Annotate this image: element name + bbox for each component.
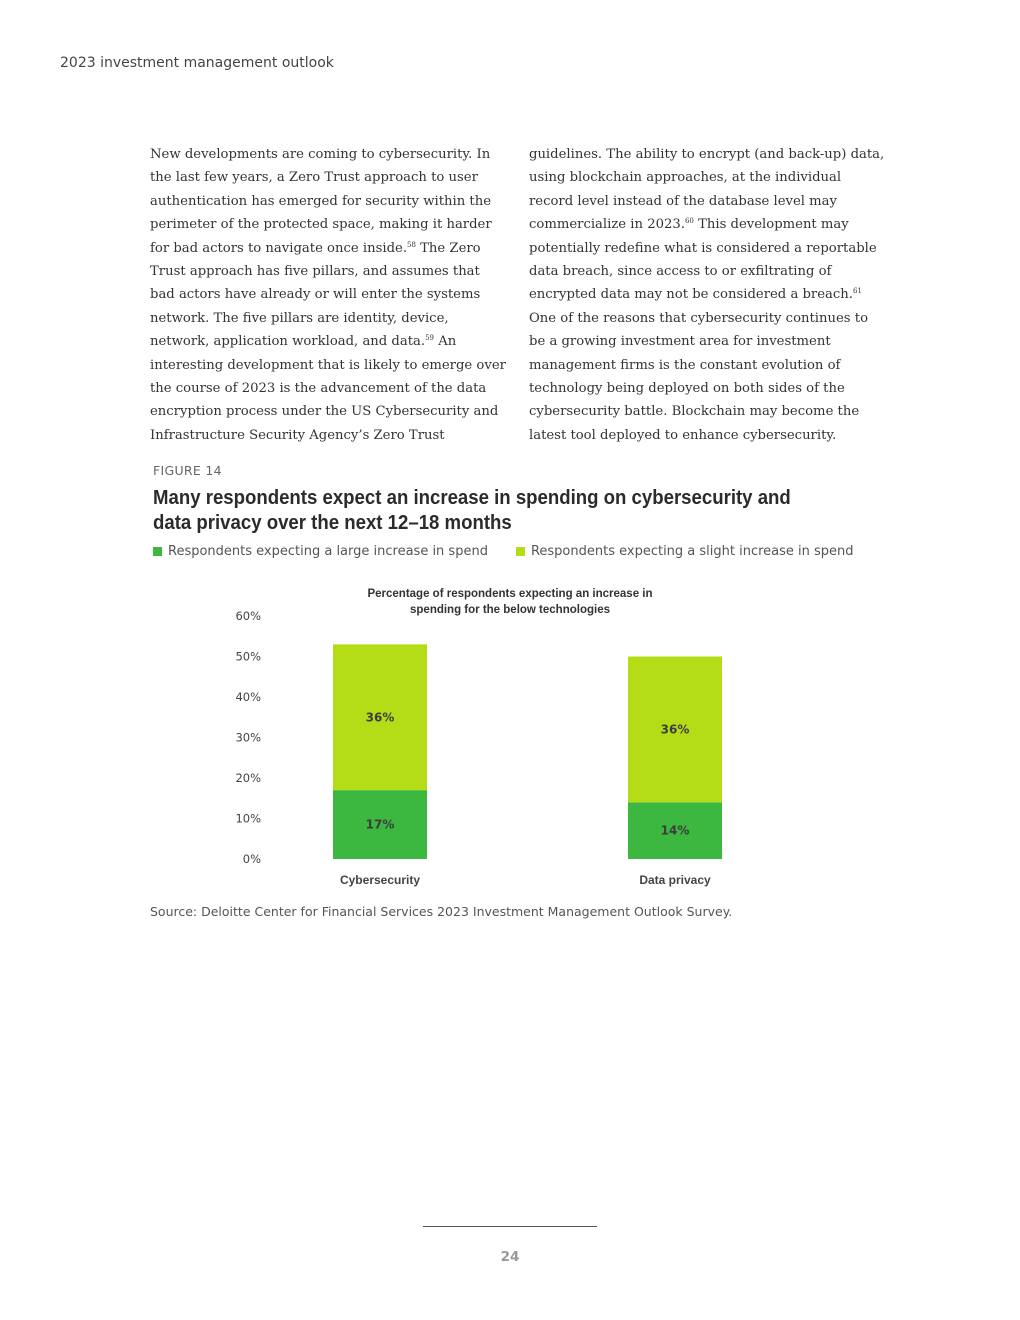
- running-header: 2023 investment management outlook: [60, 55, 334, 71]
- body-left-line: Infrastructure Security Agency’s Zero Trust: [150, 427, 445, 443]
- body-right-line: guidelines. The ability to encrypt (and back-up) data,: [529, 147, 885, 162]
- footnote-ref[interactable]: 60: [684, 217, 694, 226]
- chart-title-line: Percentage of respondents expecting an increase in: [367, 588, 653, 600]
- bar-data-label: 36%: [365, 710, 395, 725]
- body-left-line: New developments are coming to cybersecurity. In: [150, 147, 491, 162]
- body-right-line: latest tool deployed to enhance cybersecurity.: [529, 427, 837, 443]
- y-tick-label: 0%: [242, 852, 261, 866]
- body-left-line: Trust approach has five pillars, and assumes that: [150, 264, 480, 280]
- body-right-line: commercialize in 2023.60 This development may: [529, 217, 849, 233]
- body-left-line: network, application workload, and data.$^{59}$ An: [150, 334, 457, 350]
- body-left-line: bad actors have already or will enter the systems: [150, 287, 481, 303]
- body-right-line: be a growing investment area for investment: [529, 334, 831, 350]
- body-right-line: management firms is the constant evolution of: [529, 357, 841, 373]
- page-number: 24: [500, 1249, 520, 1265]
- y-tick-label: 60%: [235, 609, 261, 623]
- bar-data-label: 17%: [365, 817, 395, 832]
- y-tick-label: 50%: [235, 649, 261, 664]
- body-right-line: data breach, since access to or exfiltrating of: [529, 264, 832, 280]
- footnote-ref[interactable]: 61: [852, 287, 862, 296]
- footnote-ref[interactable]: 58: [407, 240, 416, 249]
- body-left-line: for bad actors to navigate once inside.$^{58}$ The Zero: [150, 240, 481, 256]
- body-left-line: network. The five pillars are identity, device,: [150, 310, 449, 326]
- bar-data-label: 36%: [660, 722, 690, 737]
- body-right-line: encrypted data may not be considered a breach.$^{61}$: [529, 287, 862, 303]
- footnote-ref[interactable]: 59: [425, 334, 435, 343]
- body-right-line: technology being deployed on both sides of the: [529, 381, 845, 397]
- legend-label-large: Respondents expecting a large increase in spend: [168, 544, 488, 559]
- body-right-line: cybersecurity battle. Blockchain may become the: [529, 404, 860, 420]
- legend-label-slight: Respondents expecting a slight increase in spend: [530, 544, 854, 559]
- figure-label: FIGURE 14: [153, 463, 222, 478]
- figure-title: Many respondents expect an increase in spending on cybersecurity and data privacy over the next 12–18 months: [153, 487, 791, 534]
- bar-data-label: 14%: [660, 823, 690, 838]
- body-left-line: encryption process under the US Cybersecurity and: [150, 404, 499, 420]
- body-left-line: authentication has emerged for security within the: [150, 193, 491, 209]
- x-category-label: Cybersecurity: [339, 873, 421, 887]
- chart-title-line: spending for the below technologies: [410, 604, 610, 616]
- body-left-line: interesting development that is likely to emerge over: [150, 357, 506, 373]
- body-left-line: perimeter of the protected space, making it harder: [150, 217, 492, 233]
- body-right-line: using blockchain approaches, at the individual: [529, 170, 842, 186]
- body-right-line: record level instead of the database level may: [529, 193, 837, 209]
- body-left-line: the last few years, a Zero Trust approach to user: [150, 170, 478, 186]
- figure-source: Source: Deloitte Center for Financial Services 2023 Investment Management Outlook Survey.: [150, 904, 733, 919]
- y-tick-label: 30%: [235, 730, 261, 745]
- y-tick-label: 20%: [235, 771, 261, 785]
- footer-rule: [423, 1226, 597, 1227]
- y-tick-label: 10%: [235, 811, 261, 826]
- body-right-line: One of the reasons that cybersecurity continues to: [529, 310, 869, 326]
- x-category-label: Data privacy: [639, 873, 711, 887]
- body-right-line: potentially redefine what is considered a reportable: [529, 240, 877, 256]
- body-left-line: the course of 2023 is the advancement of the data: [150, 381, 487, 397]
- y-tick-label: 40%: [235, 690, 261, 704]
